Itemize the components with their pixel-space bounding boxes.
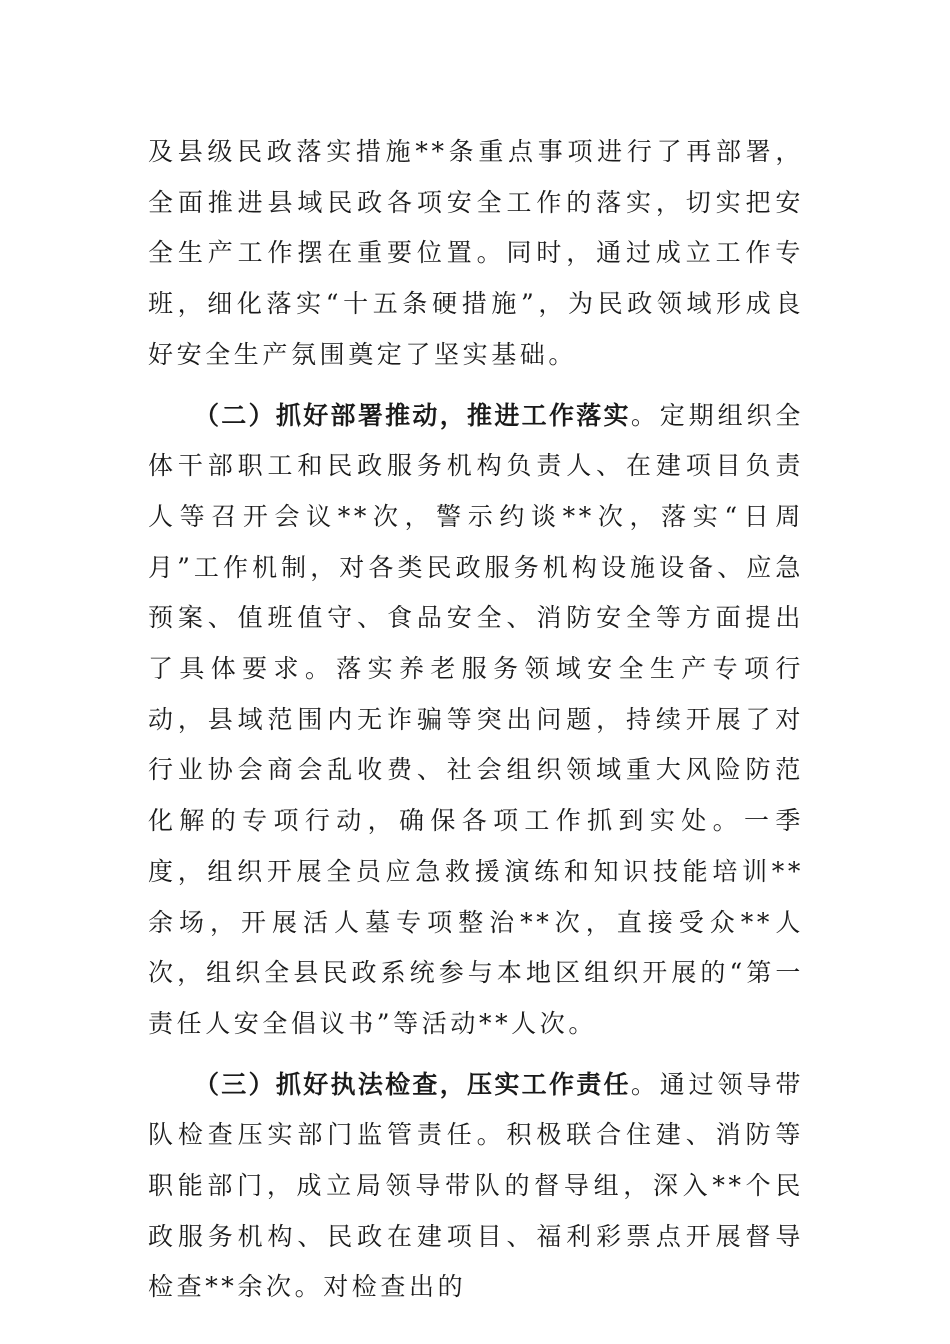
paragraph-1 (148, 127, 804, 381)
document-body (148, 127, 804, 1313)
paragraph-2-heading: （二）抓好部署推动，推进工作落实 (194, 400, 631, 430)
paragraph-3-heading: （三）抓好执法检查，压实工作责任 (194, 1069, 631, 1099)
paragraph-1-text: 及县级民政落实措施**条重点事项进行了再部署，全面推进县域民政各项安全工作的落实，切实把安全生产工作摆在重要位置。同时，通过成立工作专班，细化落实“十五条硬措施”，为民政领域形成良好安全生产氛围奠定了坚实基础。 (148, 137, 804, 369)
paragraph-3-text: 。通过领导带队检查压实部门监管责任。积极联合住建、消防等职能部门，成立局领导带队的督导组，深入**个民政服务机构、民政在建项目、福利彩票点开展督导检查**余次。对检查出的 (148, 1069, 804, 1302)
paragraph-3 (148, 1060, 804, 1314)
paragraph-2-text: 。定期组织全体干部职工和民政服务机构负责人、在建项目负责人等召开会议**次，警示约谈**次，落实“日周月”工作机制，对各类民政服务机构设施设备、应急预案、值班值守、食品安全、消防安全等方面提出了具体要求。落实养老服务领域安全生产专项行动，县域范围内无诈骗等突出问题，持续开展了对行业协会商会乱收费、社会组织领域重大风险防范化解的专项行动，确保各项工作抓到实处。一季度，组织开展全员应急救援演练和知识技能培训**余场，开展活人墓专项整治**次，直接受众**人次，组织全县民政系统参与本地区组织开展的“第一责任人安全倡议书”等活动**人次。 (148, 400, 804, 1038)
paragraph-2 (148, 391, 804, 1050)
